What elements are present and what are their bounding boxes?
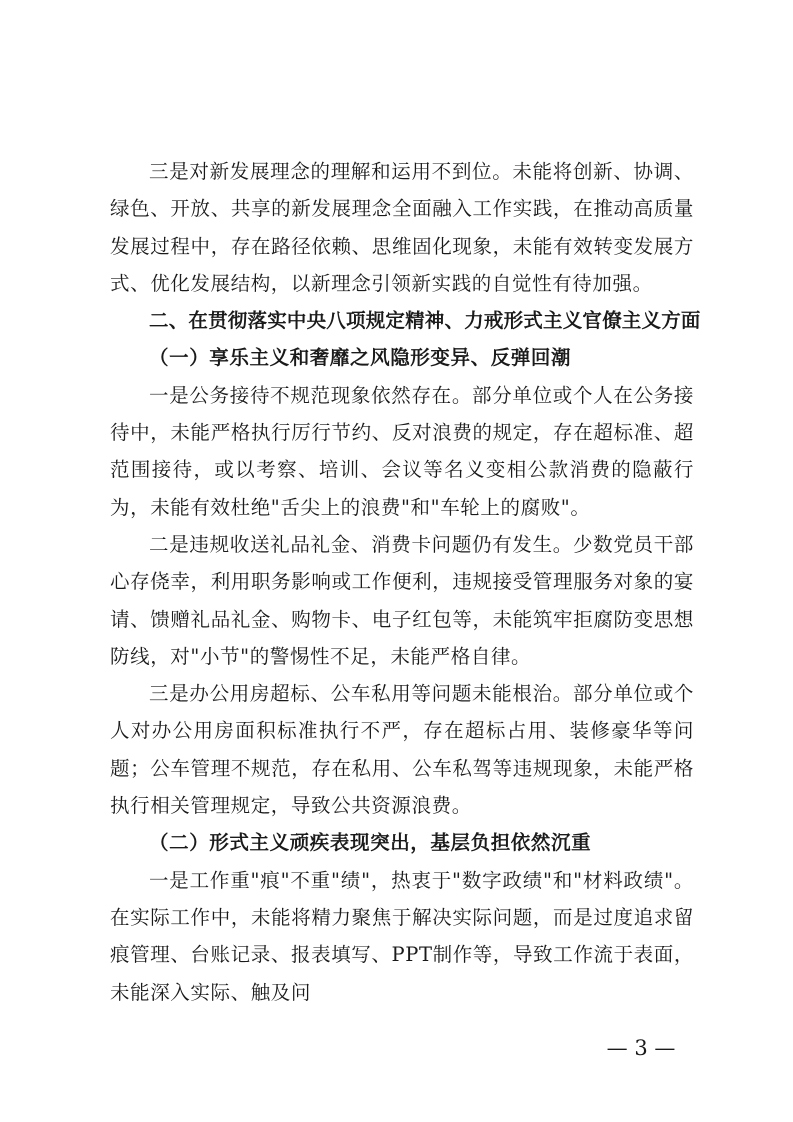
paragraph-official-reception: 一是公务接待不规范现象依然存在。部分单位或个人在公务接待中，未能严格执行厉行节约、反对浪费的规定，存在超标准、超范围接待，或以考察、培训、会议等名义变相公款消费的隐蔽行为，未能有效杜绝"舌尖上的浪费"和"车轮上的腐败"。 — [110, 383, 694, 519]
paragraph-traces-over-results: 一是工作重"痕"不重"绩"，热衷于"数字政绩"和"材料政绩"。在实际工作中，未能将精力聚焦于解决实际问题，而是过度追求留痕管理、台账记录、报表填写、PPT制作等，导致工作流于表面，未能深入实际、触及问 — [110, 868, 694, 1004]
subsection-heading-hedonism: （一）享乐主义和奢靡之风隐形变异、反弹回潮 — [149, 346, 572, 370]
section-heading-eight-provisions: 二、在贯彻落实中央八项规定精神、力戒形式主义官僚主义方面 — [149, 309, 701, 333]
body-text — [110, 153, 701, 1011]
paragraph-new-development-concept: 三是对新发展理念的理解和运用不到位。未能将创新、协调、绿色、开放、共享的新发展理念全面融入工作实践，在推动高质量发展过程中，存在路径依赖、思维固化现象，未能有效转变发展方式、优化发展结构，以新理念引领新实践的自觉性有待加强。 — [110, 160, 694, 295]
subsection-heading-formalism: （二）形式主义顽疾表现突出，基层负担依然沉重 — [149, 831, 592, 855]
page-number: — 3 — — [606, 1036, 676, 1060]
paragraph-gifts-and-cards: 二是违规收送礼品礼金、消费卡问题仍有发生。少数党员干部心存侥幸，利用职务影响或工作便利，违规接受管理服务对象的宴请、馈赠礼品礼金、购物卡、电子红包等，未能筑牢拒腐防变思想防线，对"小节"的警惕性不足，未能严格自律。 — [110, 532, 694, 668]
paragraph-office-and-vehicles: 三是办公用房超标、公车私用等问题未能根治。部分单位或个人对办公用房面积标准执行不严，存在超标占用、装修豪华等问题；公车管理不规范，存在私用、公车私驾等违规现象，未能严格执行相关管理规定，导致公共资源浪费。 — [110, 682, 694, 818]
